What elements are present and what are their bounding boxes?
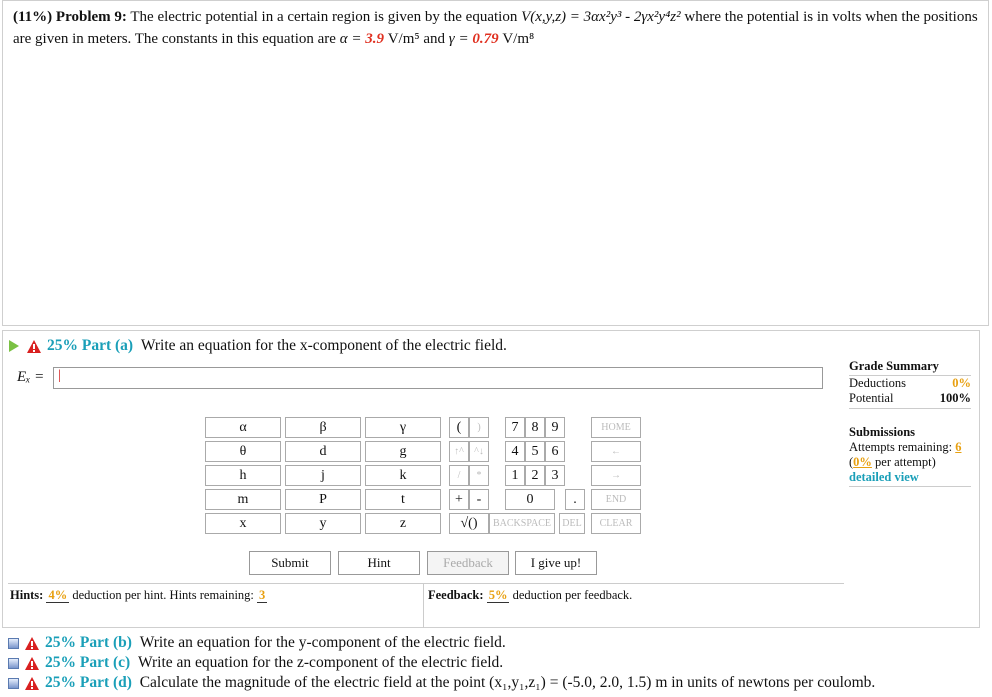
key-1[interactable]: 1: [505, 465, 525, 486]
expand-icon[interactable]: [8, 658, 19, 669]
gamma-unit: V/m⁸: [502, 31, 535, 47]
key-g[interactable]: g: [365, 441, 441, 462]
key-right: →: [591, 465, 641, 486]
deductions-value: 0%: [952, 376, 971, 390]
key-theta[interactable]: θ: [205, 441, 281, 462]
hints-text: deduction per hint. Hints remaining:: [72, 588, 254, 602]
potential-label: Potential: [849, 391, 894, 405]
part-d-label: Part (d): [79, 674, 132, 691]
attempts-value: 6: [955, 440, 962, 454]
potential-value: 100%: [939, 391, 971, 405]
key-gamma[interactable]: γ: [365, 417, 441, 438]
warning-icon: [25, 677, 39, 690]
key-2[interactable]: 2: [525, 465, 545, 486]
part-a-percent: 25%: [47, 337, 78, 354]
key-y[interactable]: y: [285, 513, 361, 534]
key-divide: /: [449, 465, 469, 486]
part-d-text: Calculate the magnitude of the electric field at the point (x₁,y₁,z₁) = (-5.0, 2.0, 1.5) m in units of newtons per coulomb.: [139, 674, 876, 691]
key-alpha[interactable]: α: [205, 417, 281, 438]
key-m[interactable]: m: [205, 489, 281, 510]
key-t[interactable]: t: [365, 489, 441, 510]
deductions-label: Deductions: [849, 376, 906, 390]
grade-summary: [849, 359, 971, 487]
key-exp-up: ↑^: [449, 441, 469, 462]
warning-icon: [27, 340, 41, 353]
part-c-label: Part (c): [79, 654, 131, 671]
hints-remaining: 3: [259, 588, 266, 602]
key-lparen[interactable]: (: [449, 417, 469, 438]
feedback-pct: 5%: [488, 588, 508, 602]
part-a-panel: [2, 330, 980, 628]
feedback-info: [423, 583, 844, 628]
attempts-label: Attempts remaining:: [849, 440, 953, 454]
answer-input[interactable]: |: [53, 367, 823, 389]
key-4[interactable]: 4: [505, 441, 525, 462]
potential-row: [849, 391, 971, 409]
key-left: ←: [591, 441, 641, 462]
grade-title: Grade Summary: [849, 359, 971, 376]
expand-icon[interactable]: [8, 638, 19, 649]
key-k[interactable]: k: [365, 465, 441, 486]
hints-pct: 4%: [48, 588, 68, 602]
key-8[interactable]: 8: [525, 417, 545, 438]
alpha-unit: V/m⁵: [387, 31, 420, 47]
alpha-label: α =: [339, 31, 362, 47]
play-icon[interactable]: [9, 340, 19, 352]
part-b-row[interactable]: [8, 633, 875, 653]
part-d-percent: 25%: [45, 674, 76, 691]
key-d[interactable]: d: [285, 441, 361, 462]
part-a-header: [9, 337, 507, 355]
key-dot[interactable]: .: [565, 489, 585, 510]
gamma-label: γ =: [448, 31, 469, 47]
key-x[interactable]: x: [205, 513, 281, 534]
hints-info: [8, 583, 423, 628]
problem-statement: [2, 0, 989, 326]
deductions-row: [849, 376, 971, 391]
key-clear: CLEAR: [591, 513, 641, 534]
part-c-percent: 25%: [45, 654, 76, 671]
key-backspace: BACKSPACE: [489, 513, 555, 534]
key-0[interactable]: 0: [505, 489, 555, 510]
key-5[interactable]: 5: [525, 441, 545, 462]
feedback-text: deduction per feedback.: [512, 588, 633, 602]
part-b-percent: 25%: [45, 634, 76, 651]
attempts-row: [849, 440, 971, 455]
key-home: HOME: [591, 417, 641, 438]
key-times: *: [469, 465, 489, 486]
warning-icon: [25, 657, 39, 670]
part-c-text: Write an equation for the z-component of the electric field.: [137, 654, 504, 671]
part-b-label: Part (b): [79, 634, 132, 651]
gamma-value: 0.79: [472, 31, 499, 47]
part-b-text: Write an equation for the y-component of the electric field.: [139, 634, 506, 651]
potential-equation: V(x,y,z) = 3αx²y³ - 2γx²y⁴z²: [521, 9, 681, 25]
per-attempt-row: (0% per attempt): [849, 455, 936, 469]
key-rparen: ): [469, 417, 489, 438]
other-parts: [8, 633, 875, 693]
part-a-text: Write an equation for the x-component of the electric field.: [140, 337, 507, 354]
submissions-title: Submissions: [849, 425, 916, 439]
feedback-label: Feedback:: [428, 588, 484, 602]
part-c-row[interactable]: [8, 653, 875, 673]
per-attempt-text: per attempt): [875, 455, 936, 469]
problem-intro: The electric potential in a certain region is given by the equation: [130, 9, 518, 25]
problem-weight: (11%): [13, 9, 53, 25]
problem-desc: where the potential is in volts when the positions are given in meters. The constants in this equation are: [13, 9, 978, 47]
hint-button[interactable]: Hint: [338, 551, 420, 575]
key-6[interactable]: 6: [545, 441, 565, 462]
key-7[interactable]: 7: [505, 417, 525, 438]
key-3[interactable]: 3: [545, 465, 565, 486]
and-text: and: [423, 31, 446, 47]
submit-button[interactable]: Submit: [249, 551, 331, 575]
key-9[interactable]: 9: [545, 417, 565, 438]
key-z[interactable]: z: [365, 513, 441, 534]
key-del: DEL: [559, 513, 585, 534]
feedback-button: Feedback: [427, 551, 509, 575]
expand-icon[interactable]: [8, 678, 19, 689]
key-exp-down: ^↓: [469, 441, 489, 462]
warning-icon: [25, 637, 39, 650]
part-a-label: Part (a): [81, 337, 134, 354]
problem-number: Problem 9:: [55, 9, 127, 25]
per-attempt-pct: 0%: [853, 455, 872, 469]
key-p[interactable]: P: [285, 489, 361, 510]
key-j[interactable]: j: [285, 465, 361, 486]
hints-label: Hints:: [10, 588, 44, 602]
detailed-view-link[interactable]: detailed view: [849, 470, 919, 484]
problem-text: [13, 6, 978, 50]
part-d-row[interactable]: [8, 673, 875, 693]
key-minus[interactable]: -: [469, 489, 489, 510]
alpha-value: 3.9: [365, 31, 384, 47]
key-end: END: [591, 489, 641, 510]
ex-label: Eₓ =: [17, 369, 45, 385]
key-h[interactable]: h: [205, 465, 281, 486]
key-plus[interactable]: +: [449, 489, 469, 510]
give-up-button[interactable]: I give up!: [515, 551, 597, 575]
key-sqrt[interactable]: √(): [449, 513, 489, 534]
key-beta[interactable]: β: [285, 417, 361, 438]
